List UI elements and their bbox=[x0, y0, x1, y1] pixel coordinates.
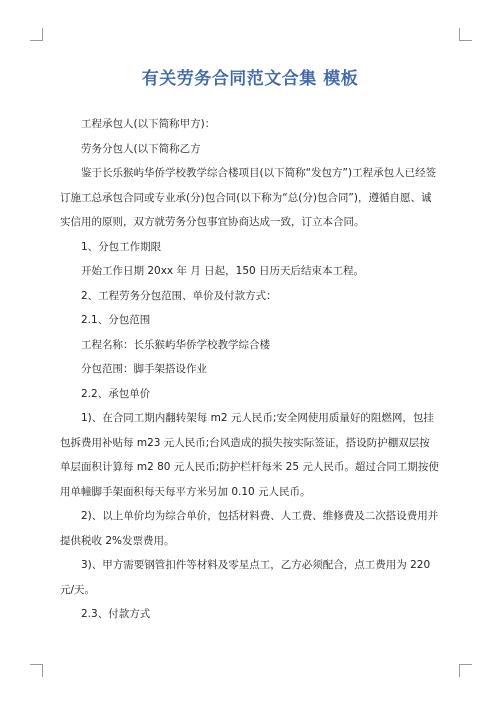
crop-mark-top-right bbox=[459, 28, 472, 41]
section-heading-term: 1、分包工作期限 bbox=[81, 240, 162, 253]
start-date-line: 开始工作日期 20xx 年 月 日起，150 日历天后结束本工程。 bbox=[81, 265, 365, 277]
party-b-line: 劳务分包人(以下简称乙方 bbox=[81, 142, 201, 155]
crop-mark-bottom-left bbox=[30, 664, 43, 677]
project-name-line: 工程名称：长乐猴屿华侨学校教学综合楼 bbox=[81, 338, 270, 351]
scope-line: 分包范围：脚手架搭设作业 bbox=[81, 363, 207, 375]
crop-mark-bottom-right bbox=[459, 664, 472, 677]
document-body bbox=[60, 112, 440, 627]
party-a-line: 工程承包人(以下简称甲方)： bbox=[81, 118, 216, 130]
crop-mark-top-left bbox=[30, 28, 43, 41]
subsection-heading-scope: 2.1、分包范围 bbox=[81, 314, 151, 326]
preamble-paragraph: 鉴于长乐猴屿华侨学校教学综合楼项目(以下简称“发包方”)工程承包人已经签订施工总承包合同或专业承(分)包合同(以下称为“总(分)包合同”)，遵循自愿、诚实信用的原则，双方就劳务分包事宜协商达成一致，订立本合同。 bbox=[60, 167, 437, 228]
price-clause-2: 2)、以上单价均为综合单价，包括材料费、人工费、维修费及二次搭设费用并提供税收 2%发票费用。 bbox=[60, 510, 439, 547]
price-clause-1: 1)、在合同工期内翻转架每 m2 元人民币;安全网使用质量好的阻燃网，包挂包拆费用补贴每 m23 元人民币;台风造成的损失按实际签证，搭设防护棚双层按单层面积计算每 m2 80 元人民币;防护栏杆每米 25 元人民币。超过合同工期按使用单幢脚手架面积每天每平方米另加 0.10 元人民币。 bbox=[60, 412, 439, 498]
document-title: 有关劳务合同范文合集 模板 bbox=[141, 69, 359, 89]
subsection-heading-payment: 2.3、付款方式 bbox=[81, 608, 151, 620]
section-heading-scope: 2、工程劳务分包范围、单价及付款方式： bbox=[81, 289, 277, 302]
price-clause-3: 3)、甲方需要钢管扣件等材料及零星点工，乙方必须配合，点工费用为 220 元/天。 bbox=[60, 559, 431, 596]
subsection-heading-price: 2.2、承包单价 bbox=[81, 387, 151, 400]
